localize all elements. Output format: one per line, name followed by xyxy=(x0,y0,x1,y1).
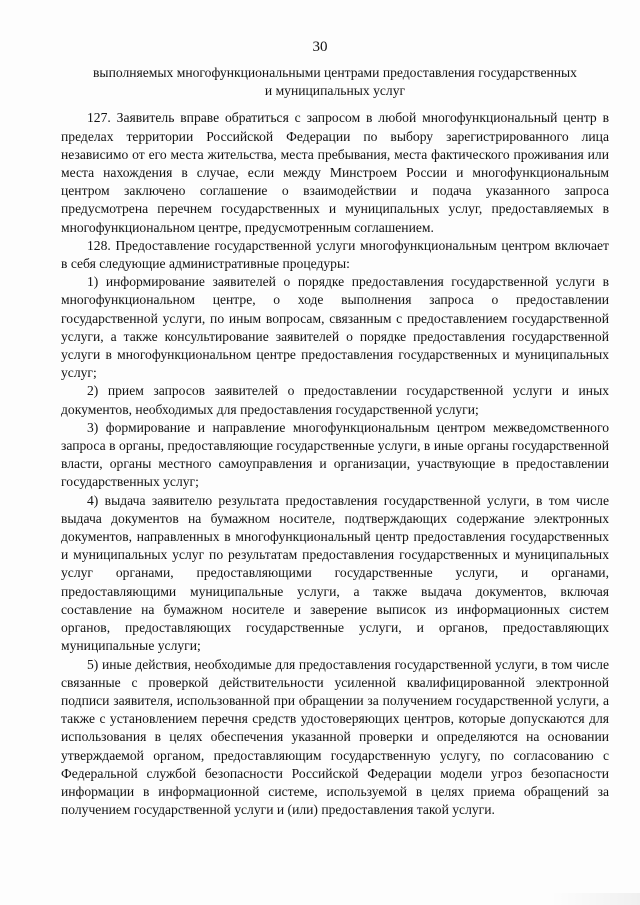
list-item-2: 2) прием запросов заявителей о предоставлении государственной услуги и иных документов, необходимых для предоставления государственной услуги; xyxy=(61,383,609,417)
list-item-4: 4) выдача заявителю результата предоставления государственной услуги, в том числе выдача документов на бумажном носителе, подтверждающих содержание электронных документов, направленных в многофункциональный центр предоставления государственных и муниципальных услуг по результатам предоставления государственных и муниципальных услуг органами, предоставляющими государственные услуги, и органами, предоставляющими муниципальные услуги, а также выдача документов, включая составление на бумажном носителе и заверение выписок из информационных систем органов, предоставляющих государственные услуги, и органов, предоставляющих муниципальные услуги; xyxy=(61,492,609,654)
heading-line-2: и муниципальных услуг xyxy=(264,83,406,99)
list-item-3: 3) формирование и направление многофункциональным центром межведомственного запроса в органы, предоставляющие государственные услуги, в иные органы государственной власти, органы местного самоуправления и организации, участвующие в предоставлении государственных услуг; xyxy=(61,419,609,490)
heading-line-1: выполняемых многофункциональными центрами предоставления государственных xyxy=(93,65,577,80)
paragraph-128: 128. Предоставление государственной услуги многофункциональным центром включает в себя следующие административные процедуры: xyxy=(61,237,609,272)
section-heading xyxy=(61,64,609,100)
document-body xyxy=(61,64,609,819)
list-item-5: 5) иные действия, необходимые для предоставления государственной услуги, в том числе связанные с проверкой действительности усиленной квалифицированной электронной подписи заявителя, использованной при обращении за получением государственной услуги, а также с установлением перечня средств удостоверяющих центров, которые допускаются для использования в целях обеспечения указанной проверки и определяются на основании утверждаемой органом, предоставляющим государственную услугу, по согласованию с Федеральной службой безопасности Российской Федерации модели угроз безопасности информации в информационной системе, используемой в целях приема обращений за получением государственной услуги и (или) предоставления такой услуги. xyxy=(61,656,609,818)
list-item-1: 1) информирование заявителей о порядке предоставления государственной услуги в многофункциональном центре, о ходе выполнения запроса о предоставлении государственной услуги, по иным вопросам, связанным с предоставлением государственной услуги, а также консультирование заявителей о порядке предоставления государственной услуги в многофункциональном центре предоставления государственных и муниципальных услуг; xyxy=(61,274,609,381)
page-number: 30 xyxy=(312,39,328,55)
scan-edge-shadow xyxy=(550,893,640,905)
paragraph-127: 127. Заявитель вправе обратиться с запросом в любой многофункциональный центр в пределах территории Российской Федерации по выбору зарегистрированного лица независимо от его места жительства, места пребывания, места фактического проживания или места нахождения в случае, если между Минстроем России и многофункциональным центром заключено соглашение о взаимодействии и подача указанного запроса предусмотрена перечнем государственных и муниципальных услуг, предоставляемых в многофункциональном центре, предусмотренным соглашением. xyxy=(61,110,609,235)
